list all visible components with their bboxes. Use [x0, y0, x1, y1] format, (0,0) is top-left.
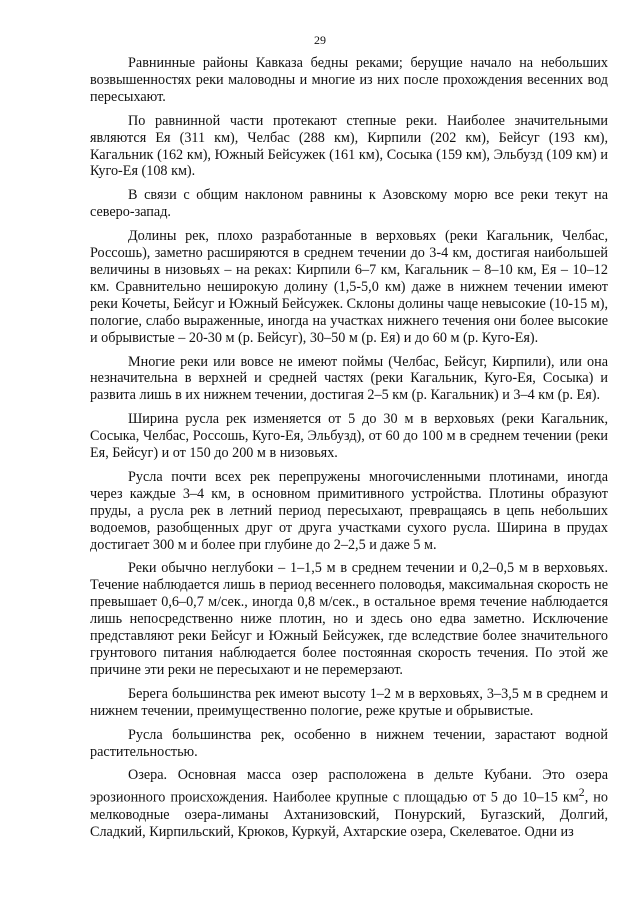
paragraph-banks: Берега большинства рек имеют высоту 1–2 м в верховьях, 3–3,5 м в среднем и нижнем течении, преимущественно пологие, реже крутые и обрывистые. — [90, 685, 608, 719]
paragraph-vegetation: Русла большинства рек, особенно в нижнем течении, зарастают водной растительностью. — [90, 726, 608, 760]
paragraph-river-valleys: Долины рек, плохо разработанные в верховьях (реки Кагальник, Челбас, Россошь), заметно расширяются в среднем течении до 3-4 км, достигая наибольшей величины в низовьях – на реках: Кирпили 6–7 км, Кагальник – 8–10 км, Ея – 10–12 км. Сравнительно неширокую долину (1,5-5,0 км) даже в нижнем течении имеют реки Кочеты, Бейсуг и Южный Бейсужек. Склоны долины чаще невысокие (10-15 м), пологие, слабо выраженные, иногда на участках нижнего течения они более высокие и обрывистые – 20-30 м (р. Бейсуг), 30–50 м (р. Ея) и до 60 м (р. Куго-Ея). — [90, 228, 609, 346]
superscript-2: 2 — [578, 785, 585, 800]
paragraph-depth-current: Реки обычно неглубоки – 1–1,5 м в среднем течении и 0,2–0,5 м в верховьях. Течение наблюдается лишь в период весеннего половодья, максимальная скорость не превышает 0,6–0,7 м/сек., иногда 0,8 м/сек., в остальное время течение наблюдается лишь непосредственно ниже плотин, но и здесь оно едва заметно. Исключение представляют реки Бейсуг и Южный Бейсужек, где вследствие более значительного грунтового питания наблюдается более постоянная скорость течения. По этой же причине эти реки не пересыхают и не перемерзают. — [90, 560, 608, 678]
lakes-text-part2: , но мелководные озера-лиманы Ахтанизовский, Понурский, Бугазский, Долгий, Сладкий, Кирпильский, Крюков, Куркуй, Ахтарские озера, Скелеватое. Одни из — [90, 790, 608, 840]
paragraph-steppe-rivers: По равнинной части протекают степные реки. Наиболее значительными являются Ея (311 км), Челбас (288 км), Кирпили (202 км), Бейсуг (193 км), Кагальник (162 км), Южный Бейсужек (161 км), Сосыка (159 км), Эльбузд (109 км) и Куго-Ея (108 км). — [90, 112, 608, 180]
lakes-text-part1: Озера. Основная масса озер расположена в дельте Кубани. Это озера эрозионного происхождения. Наиболее крупные с площадью от 5 до 10–15 км — [90, 767, 608, 807]
paragraph-channel-width: Ширина русла рек изменяется от 5 до 30 м в верховьях (реки Кагальник, Сосыка, Челбас, Россошь, Куго-Ея, Эльбузд), от 60 до 100 м в среднем течении (реки Ея, Бейсуг) и от 150 до 200 м в низовьях. — [90, 411, 608, 462]
paragraph-plains-rivers: Равнинные районы Кавказа бедны реками; берущие начало на небольших возвышенностях реки маловодны и многие из них после прохождения весенних вод пересыхают. — [90, 55, 608, 105]
page-number: 29 — [314, 33, 326, 47]
paragraph-flow-direction: В связи с общим наклоном равнины к Азовскому морю все реки текут на северо-запад. — [90, 187, 608, 221]
paragraph-dams: Русла почти всех рек перепружены многочисленными плотинами, иногда через каждые 3–4 км, в основном примитивного устройства. Плотины образуют пруды, а русла рек в летний период пересыхают, превращаясь в цепь небольших водоемов, разобщенных друг от друга участками сухого русла. Ширина в прудах достигает 300 м и более при глубине до 2–2,5 и даже 5 м. — [90, 468, 608, 553]
body-text — [90, 55, 608, 848]
paragraph-lakes — [90, 767, 608, 840]
paragraph-floodplains: Многие реки или вовсе не имеют поймы (Челбас, Бейсуг, Кирпили), или она незначительна в верхней и средней частях (реки Кагальник, Куго-Ея, Сосыка) и развита лишь в их нижнем течении, достигая 2–5 км (р. Кагальник) и 3–4 км (р. Ея). — [90, 353, 608, 404]
